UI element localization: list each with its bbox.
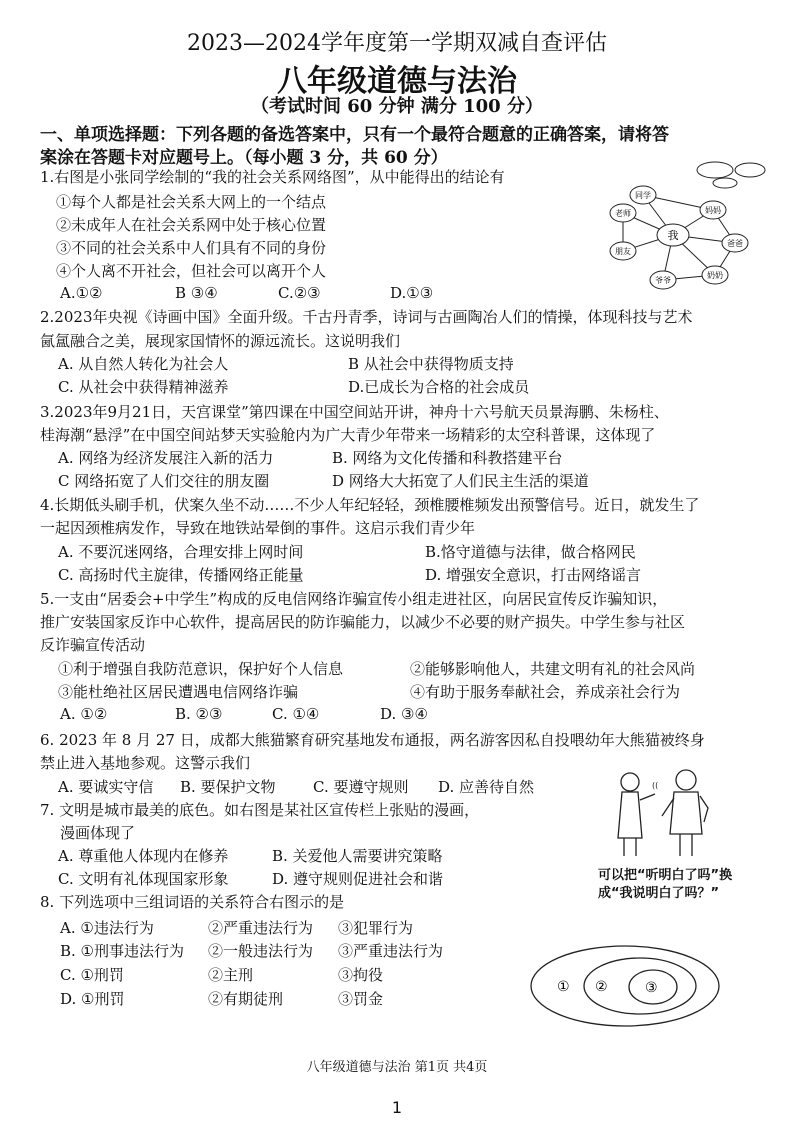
q5-statement-2: ②能够影响他人，共建文明有礼的社会风尚	[410, 660, 696, 678]
q5-option-d: D. ③④	[380, 705, 428, 723]
q2-option-c: C. 从社会中获得精神滋养	[58, 378, 229, 396]
q2-option-b: B 从社会中获得物质支持	[348, 355, 514, 373]
venn-label-3: ③	[645, 980, 658, 996]
venn-label-2: ②	[595, 979, 608, 995]
civility-cartoon	[600, 768, 730, 860]
network-label-friend: 朋友	[615, 247, 631, 256]
q5-stem-line1: 5.一支由“居委会+中学生”构成的反电信网络诈骗宣传小组走进社区，向居民宣传反诈骗知识，	[40, 590, 668, 608]
q8-option-a-3: ③犯罪行为	[338, 919, 414, 937]
q6-option-b: B. 要保护文物	[180, 778, 276, 796]
q6-option-c: C. 要遵守规则	[313, 778, 409, 796]
q2-option-d: D.已成长为合格的社会成员	[348, 378, 530, 396]
q5-option-a: A. ①②	[60, 705, 108, 723]
exam-header-line1: 2023—2024学年度第一学期双减自查评估	[187, 31, 607, 56]
q2-stem-line2: 氤氲融合之美，展现家国情怀的源远流长。这说明我们	[40, 332, 401, 350]
q7-stem-line2: 漫画体现了	[60, 824, 136, 842]
q5-option-c: C. ①④	[272, 705, 320, 723]
q3-option-c: C 网络拓宽了人们交往的朋友圈	[58, 472, 270, 490]
q2-stem-line1: 2.2023年央视《诗画中国》全面升级。千古丹青季，诗词与古画陶冶人们的情操，体现科技与艺术	[40, 308, 693, 326]
q8-option-d-3: ③罚金	[338, 990, 384, 1008]
q1-stem: 1.右图是小张同学绘制的“我的社会关系网络图”，从中能得出的结论有	[40, 168, 505, 186]
q4-option-d: D. 增强安全意识，打击网络谣言	[425, 566, 642, 584]
network-label-me: 我	[667, 229, 679, 242]
q3-option-d: D 网络大大拓宽了人们民主生活的渠道	[332, 472, 589, 490]
network-label-classmate: 同学	[635, 191, 651, 200]
q4-option-b: B.恪守道德与法律，做合格网民	[425, 543, 636, 561]
q5-statement-3: ③能杜绝社区居民遭遇电信网络诈骗	[58, 683, 299, 701]
q1-statement-1: ①每个人都是社会关系大网上的一个结点	[56, 193, 327, 211]
q1-option-a: A.①②	[60, 284, 103, 302]
q6-option-d: D. 应善待自然	[438, 778, 535, 796]
q5-stem-line2: 推广安装国家反诈中心软件，提高居民的防诈骗能力，以减少不必要的财产损失。中学生参与社区	[40, 613, 686, 631]
q7-stem-line1: 7. 文明是城市最美的底色。如右图是某社区宣传栏上张贴的漫画，	[40, 801, 480, 819]
section-heading-line1: 一、单项选择题：下列各题的备选答案中，只有一个最符合题意的正确答案，请将答	[40, 125, 669, 145]
q4-stem-line2: 一起因颈椎病发作，导致在地铁站晕倒的事件。这启示我们青少年	[40, 519, 476, 537]
q1-statement-3: ③不同的社会关系中人们具有不同的身份	[56, 239, 327, 257]
q8-option-d-1: D. ①刑罚	[60, 990, 125, 1008]
q8-option-d-2: ②有期徒刑	[208, 990, 284, 1008]
q8-option-c-2: ②主刑	[208, 966, 254, 984]
q1-option-d: D.①③	[390, 284, 434, 302]
cartoon-caption-line1: 可以把“听明白了吗”换	[598, 868, 733, 883]
svg-text:((: ((	[652, 781, 659, 790]
q8-option-c-1: C. ①刑罚	[60, 966, 124, 984]
page-footer: 八年级道德与法治 第1页 共4页	[306, 1060, 488, 1075]
venn-label-1: ①	[557, 979, 570, 995]
q8-stem: 8. 下列选项中三组词语的关系符合右图示的是	[40, 893, 345, 911]
q1-option-c: C.②③	[278, 284, 321, 302]
network-label-grandpa: 爷爷	[655, 276, 671, 285]
q1-statement-4: ④个人离不开社会，但社会可以离开个人	[56, 262, 327, 280]
q7-option-d: D. 遵守规则促进社会和谐	[272, 870, 444, 888]
q8-option-c-3: ③拘役	[338, 966, 384, 984]
q1-option-b: B ③④	[175, 284, 218, 302]
section-heading-line2: 案涂在答题卡对应题号上。（每小题 3 分，共 60 分）	[40, 148, 448, 168]
page-number: 1	[391, 1098, 403, 1117]
q5-stem-line3: 反诈骗宣传活动	[40, 636, 146, 654]
q8-option-a-1: A. ①违法行为	[60, 919, 154, 937]
q3-stem-line2: 桂海潮“悬浮”在中国空间站梦天实验舱内为广大青少年带来一场精彩的太空科普课，这体现了	[40, 426, 656, 444]
q6-stem-line1: 6. 2023 年 8 月 27 日，成都大熊猫繁育研究基地发布通报，两名游客因私自投喂幼年大熊猫被终身	[40, 731, 705, 749]
q2-option-a: A. 从自然人转化为社会人	[58, 355, 229, 373]
q8-option-b-2: ②一般违法行为	[208, 942, 314, 960]
q5-statement-4: ④有助于服务奉献社会，养成亲社会行为	[410, 683, 681, 701]
cartoon-caption-line2: 成“我说明白了吗？”	[598, 886, 720, 901]
q5-statement-1: ①利于增强自我防范意识，保护好个人信息	[58, 660, 344, 678]
exam-time-score: （考试时间 60 分钟 满分 100 分）	[251, 96, 543, 117]
q8-option-b-1: B. ①刑事违法行为	[60, 942, 185, 960]
network-label-father: 爸爸	[727, 239, 743, 248]
q7-option-a: A. 尊重他人体现内在修养	[58, 847, 229, 865]
q3-stem-line1: 3.2023年9月21日，天宫课堂”第四课在中国空间站开讲，神舟十六号航天员景海鹏、朱杨柱、	[40, 403, 669, 421]
network-label-grandma: 奶奶	[707, 271, 723, 280]
network-label-teacher: 老师	[615, 209, 631, 218]
q3-option-b: B. 网络为文化传播和科教搭建平台	[332, 449, 563, 467]
nested-set-diagram	[525, 940, 725, 1032]
social-network-diagram	[585, 155, 770, 300]
q7-option-c: C. 文明有礼体现国家形象	[58, 870, 229, 888]
q4-option-c: C. 高扬时代主旋律，传播网络正能量	[58, 566, 304, 584]
q4-option-a: A. 不要沉迷网络，合理安排上网时间	[58, 543, 304, 561]
q6-stem-line2: 禁止进入基地参观。这警示我们	[40, 754, 251, 772]
q8-option-a-2: ②严重违法行为	[208, 919, 314, 937]
q8-option-b-3: ③严重违法行为	[338, 942, 444, 960]
q1-statement-2: ②未成年人在社会关系网中处于核心位置	[56, 216, 327, 234]
q6-option-a: A. 要诚实守信	[58, 778, 154, 796]
network-node-center	[657, 224, 689, 246]
exam-subject-title: 八年级道德与法治	[277, 64, 517, 99]
q4-stem-line1: 4.长期低头刷手机，伏案久坐不动……不少人年纪轻轻，颈椎腰椎频发出预警信号。近日，就发生了	[40, 496, 700, 514]
q3-option-a: A. 网络为经济发展注入新的活力	[58, 449, 274, 467]
network-label-mother: 妈妈	[705, 206, 721, 215]
q5-option-b: B. ②③	[175, 705, 223, 723]
q7-option-b: B. 关爱他人需要讲究策略	[272, 847, 443, 865]
